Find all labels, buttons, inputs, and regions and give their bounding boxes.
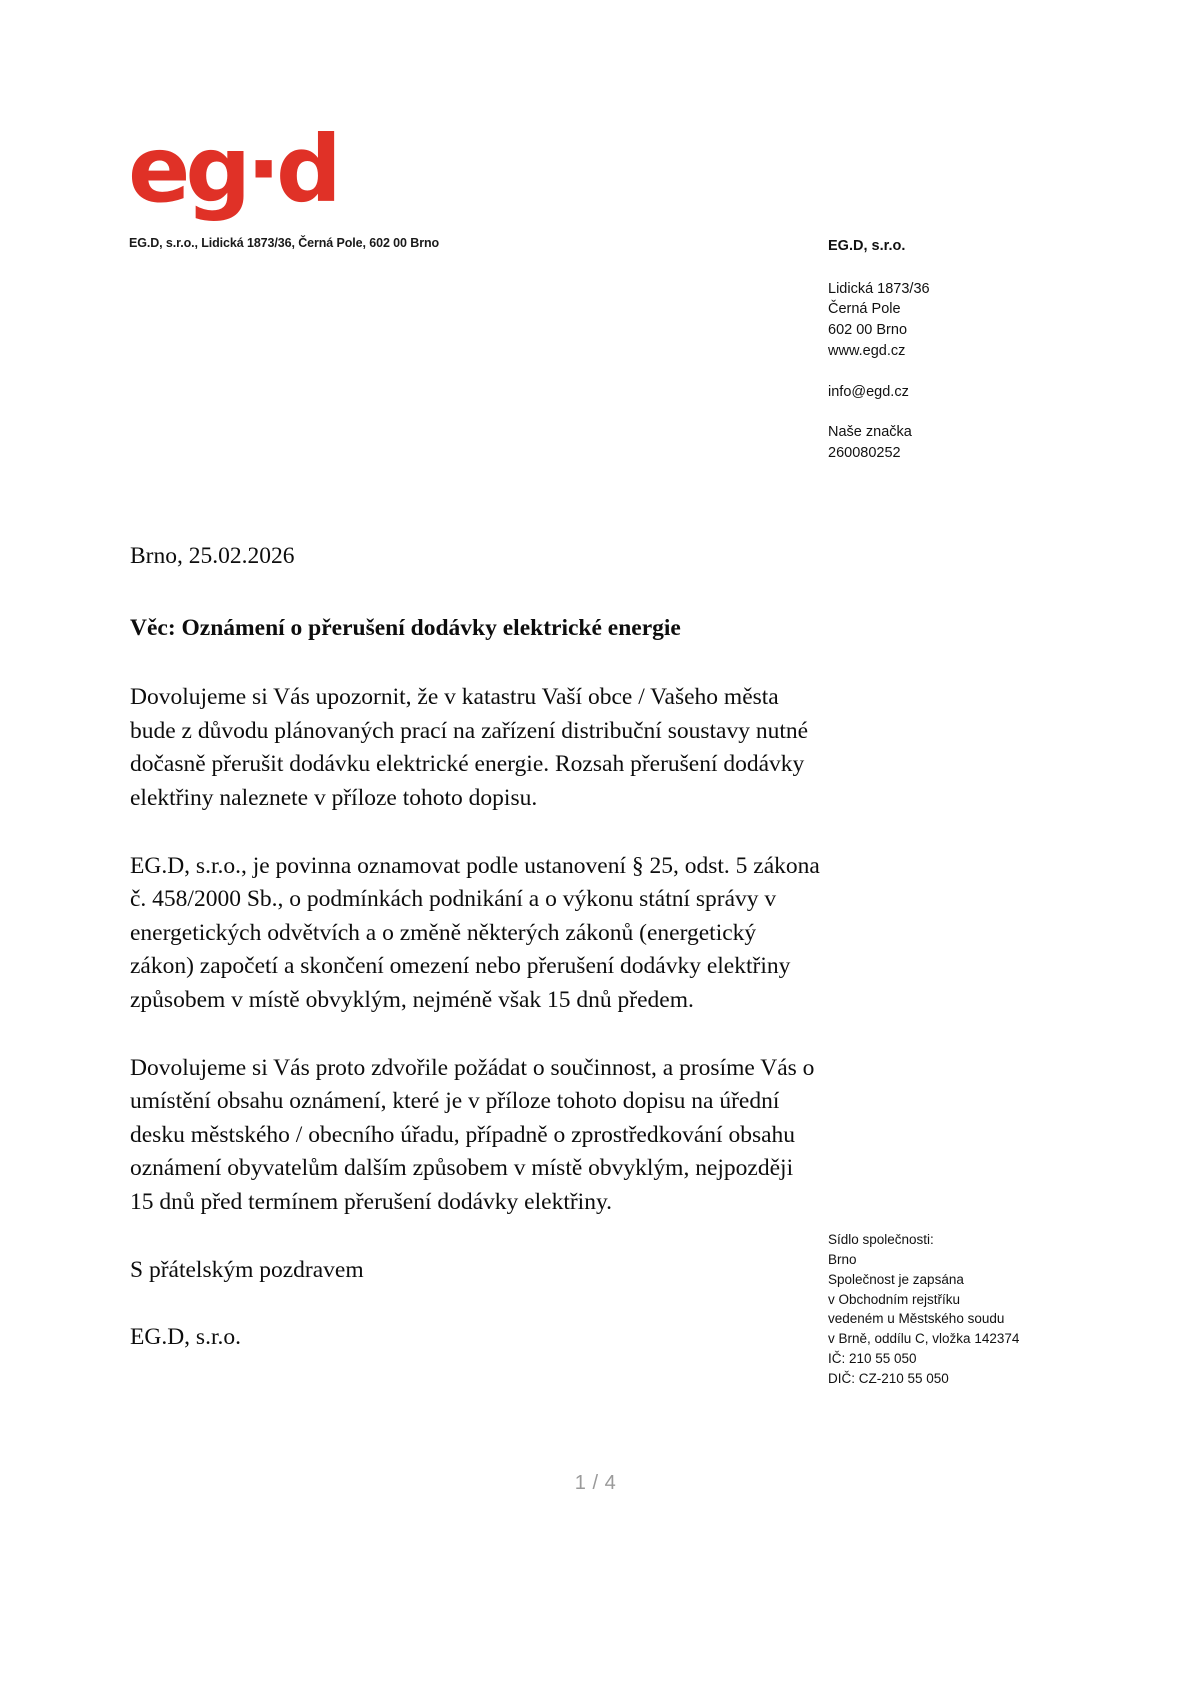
reference-group [828, 422, 1128, 463]
registration-dic: DIČ: CZ-210 55 050 [828, 1370, 949, 1386]
letter-date: Brno, 25.02.2026 [130, 543, 295, 569]
company-district: Černá Pole [828, 301, 901, 318]
letter-body [130, 540, 820, 1355]
egd-logo [128, 116, 337, 223]
company-address-block [828, 236, 1128, 484]
company-city: 602 00 Brno [828, 322, 908, 339]
letter-subject: Věc: Oznámení o přerušení dodávky elektrické energie [130, 614, 681, 641]
company-website: www.egd.cz [828, 342, 906, 359]
company-name: EG.D, s.r.o. [828, 238, 906, 254]
page-number: 1 / 4 [574, 1472, 617, 1494]
registration-line-2: Brno [828, 1251, 857, 1267]
letter-closing: S přátelským pozdravem [130, 1256, 364, 1283]
letter-paragraph-3: Dovolujeme si Vás proto zdvořile požádat o součinnost, a prosíme Vás o umístění obsahu oznámení, které je v příloze tohoto dopisu na úřední desku městského / obecního úřadu, případně o zprostředkování obsahu oznámení obyvatelům dalším způsobem v místě obvyklým, nejpozději 15 dnů před termínem přerušení dodávky elektřiny. [130, 1054, 815, 1215]
registration-line-5: vedeném u Městského soudu [828, 1311, 1005, 1327]
company-registration-block [828, 1230, 1128, 1389]
registration-line-1: Sídlo společnosti: [828, 1232, 934, 1247]
letter-signer: EG.D, s.r.o. [130, 1324, 241, 1351]
company-email: info@egd.cz [828, 383, 909, 400]
letter-paragraph-2: EG.D, s.r.o., je povinna oznamovat podle ustanovení § 25, odst. 5 zákona č. 458/2000 Sb., o podmínkách podnikání a o výkonu státní správy v energetických odvětvích a o změně některých zákonů (energetický zákon) započetí a skončení omezení nebo přerušení dodávky elektřiny způsobem v místě obvyklým, nejméně však 15 dnů předem. [130, 852, 820, 1013]
registration-line-6: v Brně, oddílu C, vložka 142374 [828, 1331, 1020, 1347]
registration-ico: IČ: 210 55 050 [828, 1351, 917, 1367]
company-email-group [828, 382, 1128, 403]
sender-address-line: EG.D, s.r.o., Lidická 1873/36, Černá Pole, 602 00 Brno [129, 236, 440, 250]
egd-logo-text: eg·d [128, 116, 337, 223]
company-address-group [828, 279, 1128, 362]
company-street: Lidická 1873/36 [828, 280, 930, 297]
letter-paragraph-1: Dovolujeme si Vás upozornit, že v katastru Vaší obce / Vašeho města bude z důvodu plánovaných prací na zařízení distribuční soustavy nutné dočasně přerušit dodávku elektrické energie. Rozsah přerušení dodávky elektřiny naleznete v příloze tohoto dopisu. [130, 684, 809, 811]
reference-label: Naše značka [828, 424, 912, 441]
reference-number: 260080252 [828, 445, 901, 462]
registration-line-4: v Obchodním rejstříku [828, 1291, 961, 1307]
registration-line-3: Společnost je zapsána [828, 1271, 964, 1287]
